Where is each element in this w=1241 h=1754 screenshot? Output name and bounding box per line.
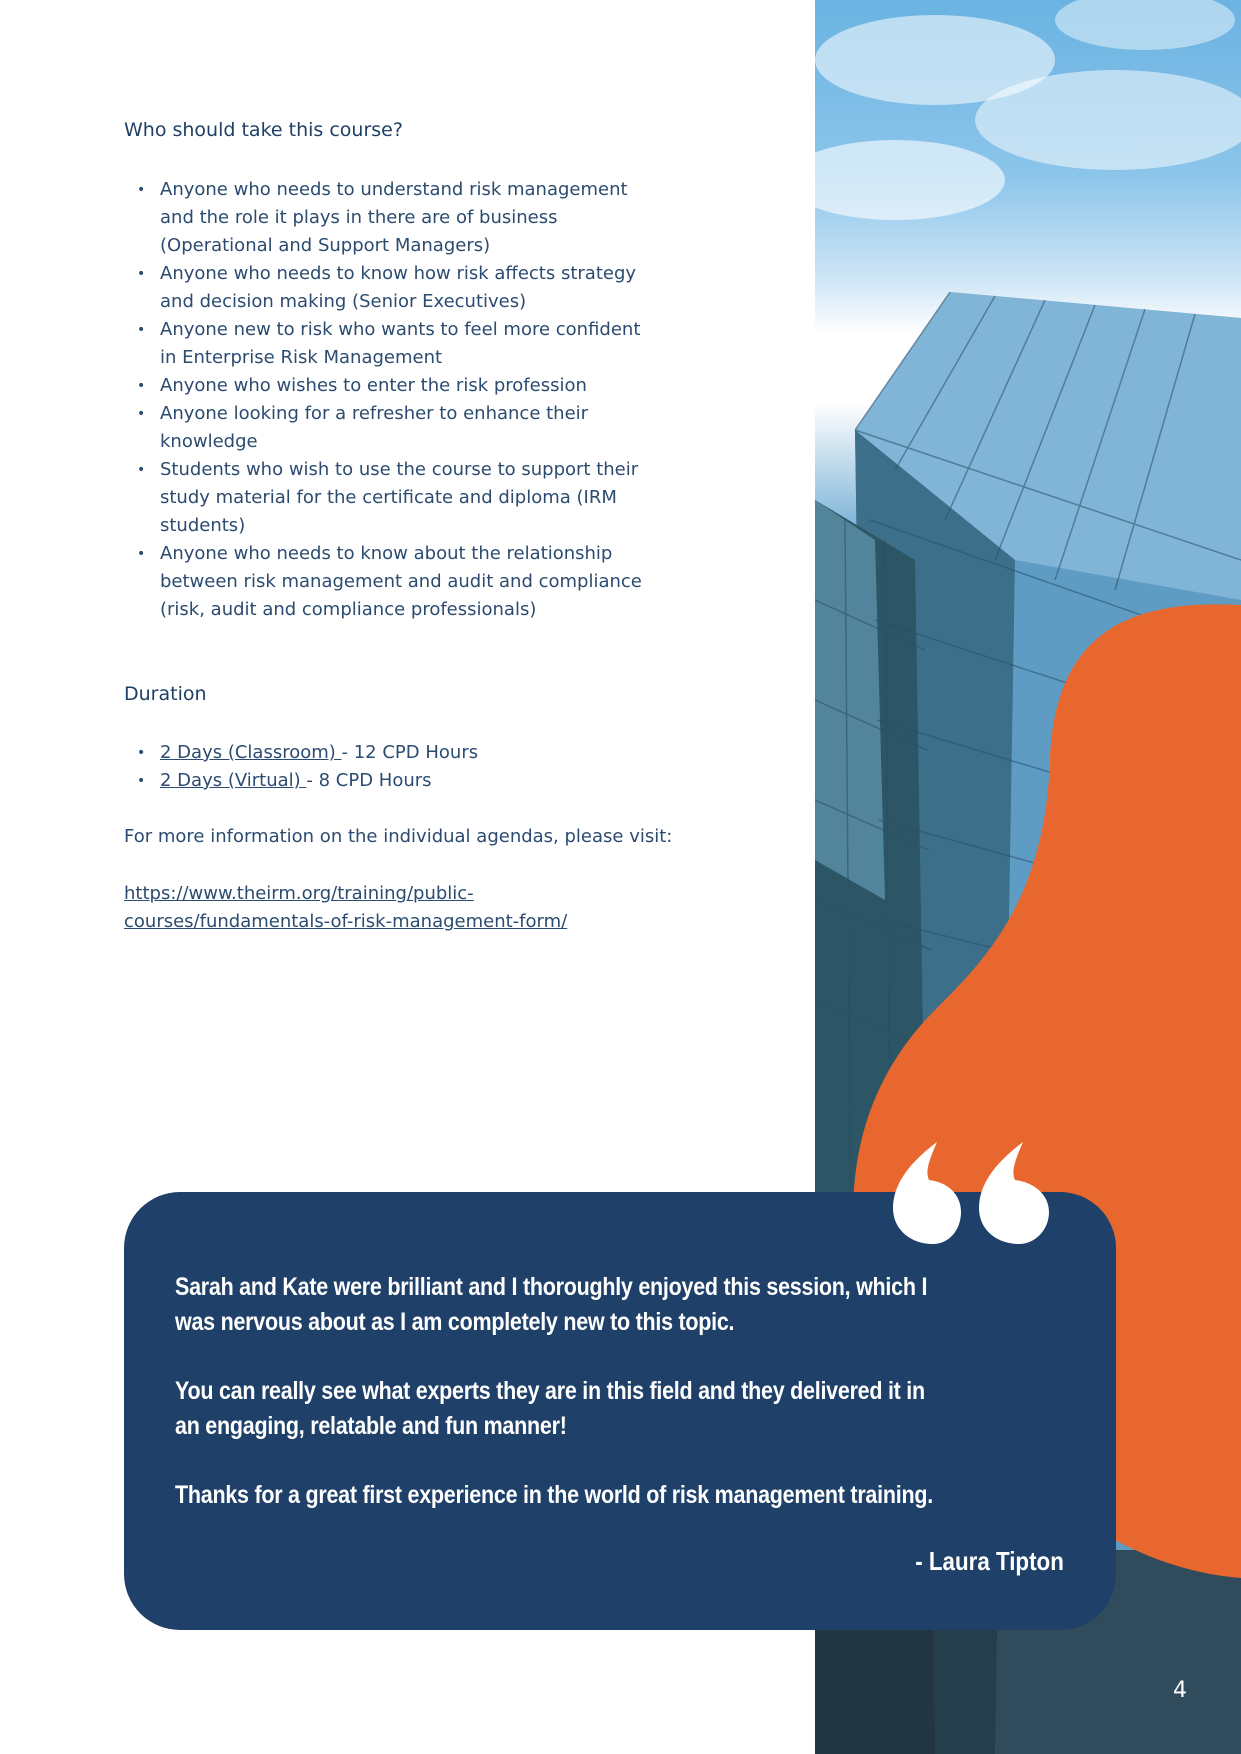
virtual-link[interactable]: 2 Days (Virtual)	[160, 770, 307, 791]
testimonial-paragraph: Sarah and Kate were brilliant and I thoroughly enjoyed this session, which I was nervous about as I am completely new to this topic.	[175, 1273, 928, 1336]
cpd-hours: - 8 CPD Hours	[306, 770, 432, 791]
quote-mark-icon	[893, 1142, 1049, 1244]
testimonial-box	[124, 1192, 1116, 1630]
list-item: • Anyone who wishes to enter the risk profession	[160, 372, 660, 400]
section-heading-audience: Who should take this course?	[124, 119, 403, 141]
list-item: • Anyone new to risk who wants to feel more confident in Enterprise Risk Management	[160, 316, 660, 372]
list-item	[160, 739, 660, 767]
list-item: • Anyone who needs to understand risk management and the role it plays in there are of business (Operational and Support Managers)	[160, 176, 660, 260]
section-heading-duration: Duration	[124, 683, 207, 705]
list-item: • Anyone who needs to know about the relationship between risk management and audit and compliance (risk, audit and compliance professionals)	[160, 540, 660, 624]
list-item: • Anyone looking for a refresher to enhance their knowledge	[160, 400, 660, 456]
list-item	[160, 767, 660, 795]
url-line: courses/fundamentals-of-risk-management-form/	[124, 911, 568, 932]
audience-list	[124, 176, 660, 624]
page-number: 4	[1173, 1678, 1187, 1703]
url-line: https://www.theirm.org/training/public-	[124, 883, 474, 904]
list-item: • Anyone who needs to know how risk affects strategy and decision making (Senior Executives)	[160, 260, 660, 316]
testimonial-text	[175, 1270, 949, 1547]
cpd-hours: - 12 CPD Hours	[341, 742, 479, 763]
classroom-link[interactable]: 2 Days (Classroom)	[160, 742, 342, 763]
testimonial-author: - Laura Tipton	[915, 1546, 1064, 1576]
testimonial-paragraph: Thanks for a great first experience in the world of risk management training.	[175, 1481, 933, 1509]
course-url-link[interactable]	[124, 883, 567, 932]
duration-list	[124, 739, 660, 795]
info-text: For more information on the individual agendas, please visit:	[124, 826, 673, 847]
testimonial-paragraph: You can really see what experts they are in this field and they delivered it in an engaging, relatable and fun manner!	[175, 1377, 925, 1440]
info-url	[124, 880, 567, 936]
list-item: • Students who wish to use the course to support their study material for the certificate and diploma (IRM students)	[160, 456, 660, 540]
